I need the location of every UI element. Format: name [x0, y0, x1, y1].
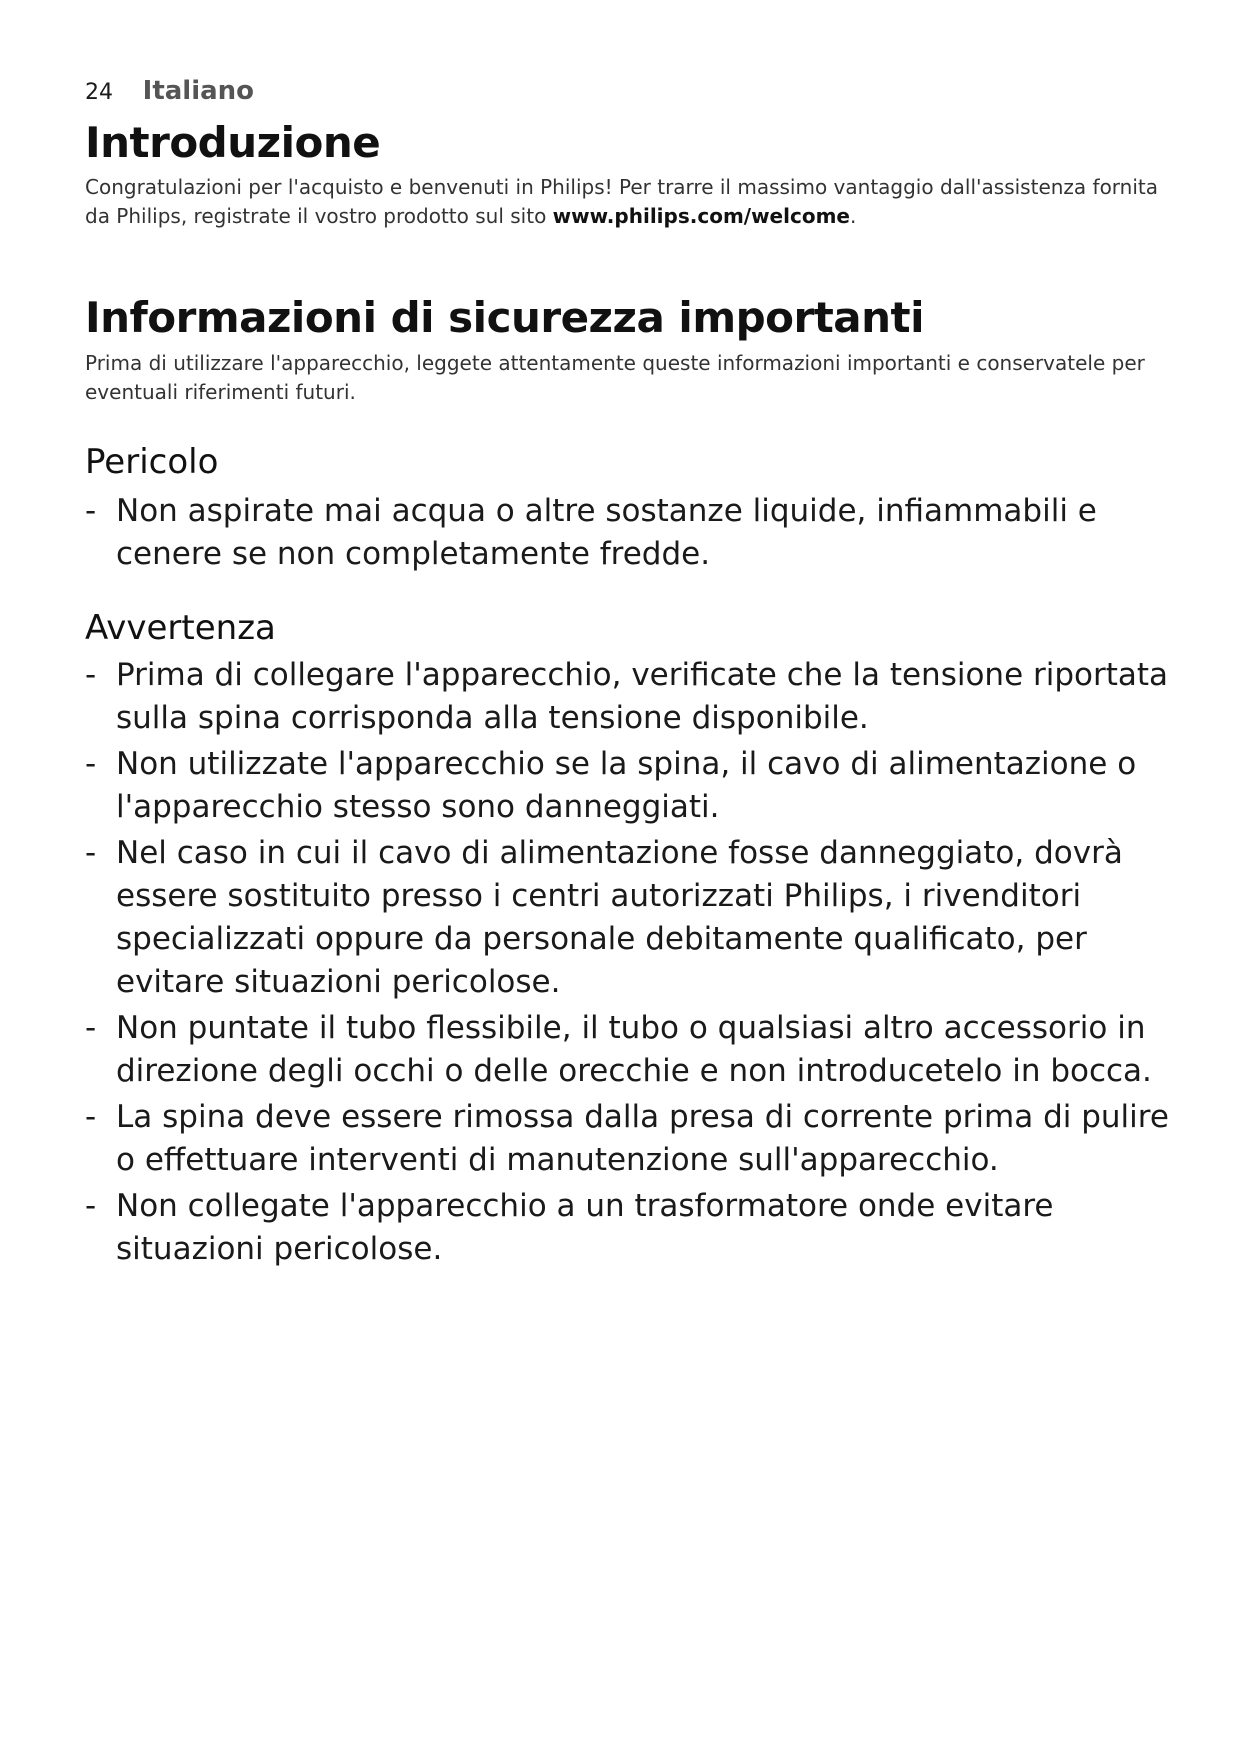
danger-item-text: Non aspirate mai acqua o altre sostanze liquide, infiammabili e cenere se non completamente fredde.	[116, 493, 1097, 572]
list-item	[85, 1007, 1175, 1093]
warning-list	[85, 654, 1175, 1271]
warning-item-text: Nel caso in cui il cavo di alimentazione fosse danneggiato, dovrà essere sostituito presso i centri autorizzati Philips, i rivenditori specializzati oppure da personale debitamente qualificato, per evitare situazioni pericolose.	[116, 835, 1123, 1000]
list-item	[85, 832, 1175, 1004]
safety-title: Informazioni di sicurezza importanti	[85, 293, 925, 342]
warning-title: Avvertenza	[85, 608, 276, 648]
list-item	[85, 490, 1175, 576]
warning-section	[85, 606, 1175, 1274]
list-item	[85, 743, 1175, 829]
safety-text: Prima di utilizzare l'apparecchio, leggete attentamente queste informazioni importanti e conservatele per eventuali riferimenti futuri.	[85, 351, 1145, 404]
warning-item-text: Non collegate l'apparecchio a un trasformatore onde evitare situazioni pericolose.	[116, 1188, 1054, 1267]
intro-text	[85, 173, 1175, 231]
list-dash: -	[85, 1010, 97, 1046]
welcome-link[interactable]: www.philips.com/welcome	[552, 204, 850, 228]
intro-title: Introduzione	[85, 118, 381, 167]
intro-text-part: Congratulazioni per l'acquisto e benvenuti in Philips! Per trarre il massimo vantaggio dall'assistenza fornita da Philips, registrate il vostro prodotto sul sito	[85, 175, 1159, 228]
intro-section	[85, 117, 1175, 231]
danger-section	[85, 440, 1175, 579]
list-dash: -	[85, 657, 97, 693]
list-item	[85, 1185, 1175, 1271]
list-item	[85, 654, 1175, 740]
language-label: Italiano	[142, 76, 255, 106]
warning-item-text: Non utilizzate l'apparecchio se la spina, il cavo di alimentazione o l'apparecchio stesso sono danneggiati.	[116, 746, 1137, 825]
list-item	[85, 1096, 1175, 1182]
warning-item-text: La spina deve essere rimossa dalla presa di corrente prima di pulire o effettuare interventi di manutenzione sull'apparecchio.	[116, 1099, 1169, 1178]
warning-item-text: Non puntate il tubo flessibile, il tubo o qualsiasi altro accessorio in direzione degli occhi o delle orecchie e non introducetelo in bocca.	[116, 1010, 1152, 1089]
safety-section	[85, 292, 1175, 407]
danger-title: Pericolo	[85, 442, 219, 482]
list-dash: -	[85, 1099, 97, 1135]
list-dash: -	[85, 1188, 97, 1224]
intro-text-end: .	[849, 204, 857, 228]
list-dash: -	[85, 746, 97, 782]
warning-item-text: Prima di collegare l'apparecchio, verificate che la tensione riportata sulla spina corrisponda alla tensione disponibile.	[116, 657, 1169, 736]
list-dash: -	[85, 493, 97, 529]
page-number: 24	[85, 80, 113, 105]
list-dash: -	[85, 835, 97, 871]
danger-list	[85, 490, 1175, 576]
page-header	[85, 76, 254, 108]
